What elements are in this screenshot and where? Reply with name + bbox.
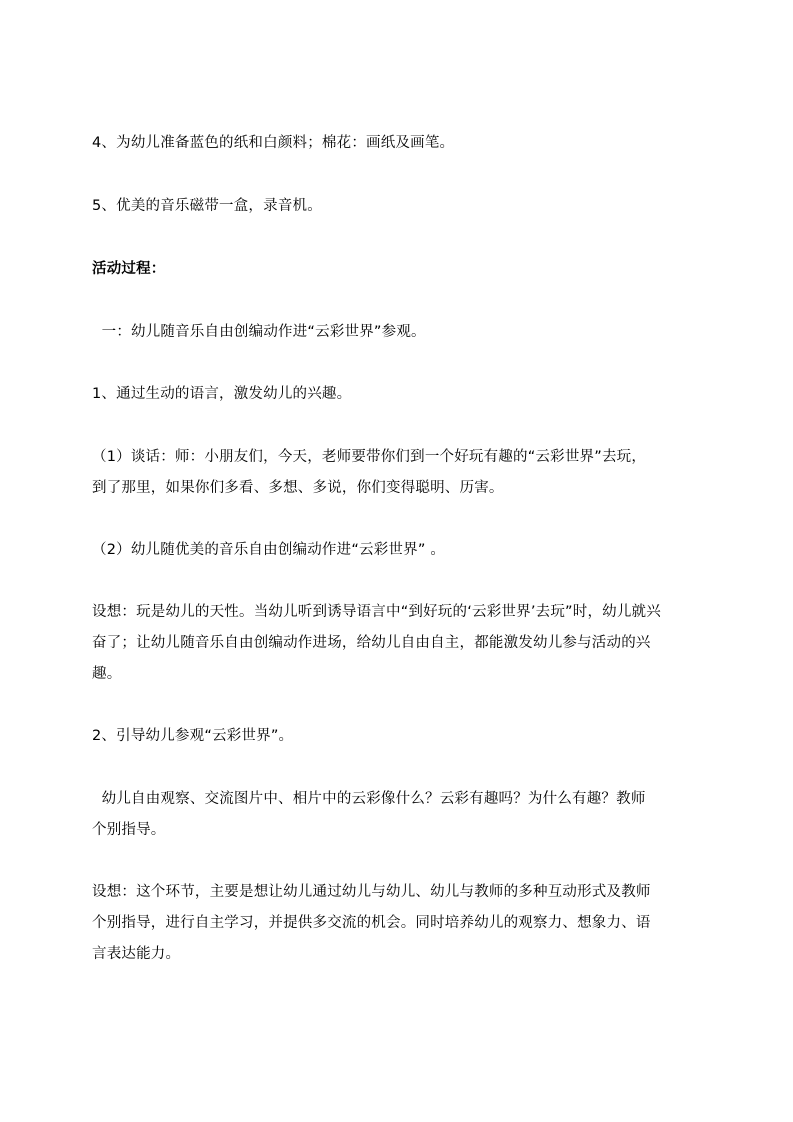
material-item-5: 5、优美的音乐磁带一盒，录音机。 — [92, 198, 322, 214]
material-item-4: 4、为幼儿准备蓝色的纸和白颜料；棉花：画纸及画笔。 — [92, 135, 455, 151]
step-one-heading: 一：幼儿随音乐自由创编动作进“云彩世界”参观。 — [92, 324, 426, 340]
section-heading-process: 活动过程： — [92, 261, 166, 277]
paragraph-line: 到了那里，如果你们多看、多想、多说，你们变得聪明、历害。 — [92, 480, 504, 496]
design-note-line: 个别指导，进行自主学习，并提供多交流的机会。同时培养幼儿的观察力、想象力、语 — [92, 915, 651, 931]
design-note-line: 设想：这个环节，主要是想让幼儿通过幼儿与幼儿、幼儿与教师的多种互动形式及教师 — [92, 884, 651, 900]
paragraph-line: （1）谈话：师：小朋友们，今天，老师要带你们到一个好玩有趣的“云彩世界”去玩， — [92, 449, 647, 465]
sub-step-1: 1、通过生动的语言，激发幼儿的兴趣。 — [92, 386, 352, 402]
design-note-line: 设想：玩是幼儿的天性。当幼儿听到诱导语言中“到好玩的‘云彩世界’去玩”时，幼儿就兴 — [92, 604, 661, 620]
design-note-line: 奋了；让幼儿随音乐自由创编动作进场，给幼儿自由自主，都能激发幼儿参与活动的兴 — [92, 635, 651, 651]
paragraph-line: 幼儿自由观察、交流图片中、相片中的云彩像什么？云彩有趣吗？为什么有趣？教师 — [92, 791, 646, 807]
design-note-line: 言表达能力。 — [92, 946, 181, 962]
design-note-line: 趣。 — [92, 666, 122, 682]
sub-step-2: 2、引导幼儿参观“云彩世界”。 — [92, 728, 294, 744]
paragraph-line: （2）幼儿随优美的音乐自由创编动作进“云彩世界” 。 — [92, 542, 446, 558]
paragraph-line: 个别指导。 — [92, 822, 166, 838]
